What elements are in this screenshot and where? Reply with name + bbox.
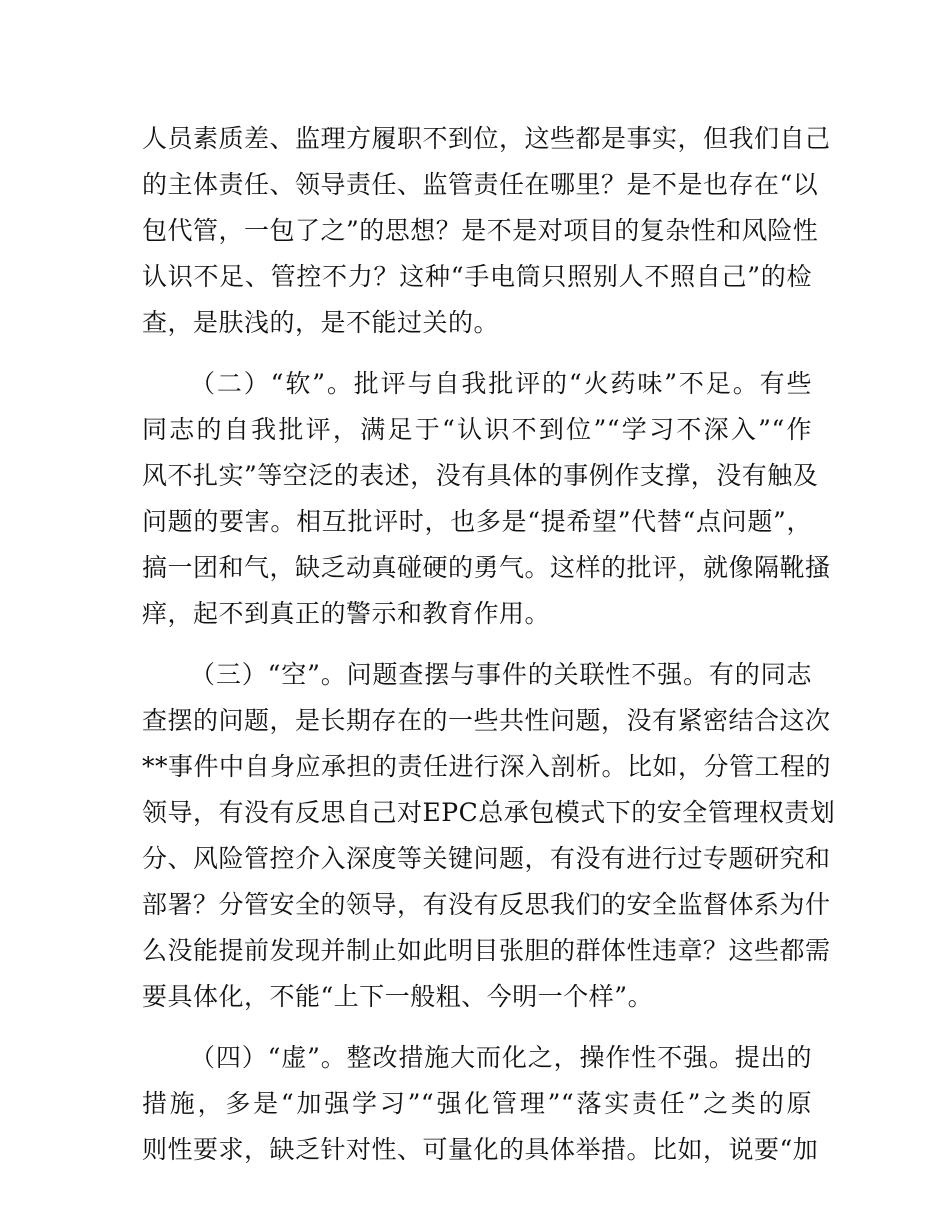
text-line: 痒，起不到真正的警示和教育作用。: [142, 599, 551, 628]
text-line: 同志的自我批评，满足于“认识不到位”“学习不深入”“作: [142, 415, 812, 444]
section-heading-line: （三）“空”。问题查摆与事件的关联性不强。有的同志: [190, 660, 812, 689]
text-line: **事件中自身应承担的责任进行深入剖析。比如，分管工程的: [142, 752, 832, 781]
text-line: 么没能提前发现并制止如此明目张胆的群体性违章？这些都需: [142, 936, 831, 965]
text-line: 的主体责任、领导责任、监管责任在哪里？是不是也存在“以: [142, 170, 819, 199]
text-line: 则性要求，缺乏针对性、可量化的具体举措。比如，说要“加: [142, 1135, 819, 1164]
text-line: 部署？分管安全的领导，有没有反思我们的安全监督体系为什: [142, 890, 831, 919]
section-heading-line: （二）“软”。批评与自我批评的“火药味”不足。有些: [190, 369, 812, 398]
text-line: 要具体化，不能“上下一般粗、今明一个样”。: [142, 982, 654, 1011]
text-line: 分、风险管控介入深度等关键问题，有没有进行过专题研究和: [142, 844, 831, 873]
text-line: 风不扎实”等空泛的表述，没有具体的事例作支撑，没有触及: [142, 461, 819, 490]
text-line: 搞一团和气，缺乏动真碰硬的勇气。这样的批评，就像隔靴搔: [142, 553, 831, 582]
text-line: 措施，多是“加强学习”“强化管理”“落实责任”之类的原: [142, 1089, 812, 1118]
paragraph-4: [142, 1035, 819, 1173]
paragraph-1: [142, 116, 831, 346]
text-line: 包代管，一包了之”的思想？是不是对项目的复杂性和风险性: [142, 216, 819, 245]
paragraph-3: [142, 652, 836, 1020]
section-heading-line: （四）“虚”。整改措施大而化之，操作性不强。提出的: [190, 1043, 812, 1072]
text-line: 领导，有没有反思自己对EPC总承包模式下的安全管理权责划: [142, 798, 836, 827]
text-line: 认识不足、管控不力？这种“手电筒只照别人不照自己”的检: [142, 262, 812, 291]
paragraph-2: [142, 361, 831, 637]
text-line: 问题的要害。相互批评时，也多是“提希望”代替“点问题”，: [142, 507, 812, 536]
text-line: 查，是肤浅的，是不能过关的。: [142, 308, 500, 337]
text-line: 人员素质差、监理方履职不到位，这些都是事实，但我们自己: [142, 124, 831, 153]
text-line: 查摆的问题，是长期存在的一些共性问题，没有紧密结合这次: [142, 706, 831, 735]
document-page: [142, 116, 836, 1173]
